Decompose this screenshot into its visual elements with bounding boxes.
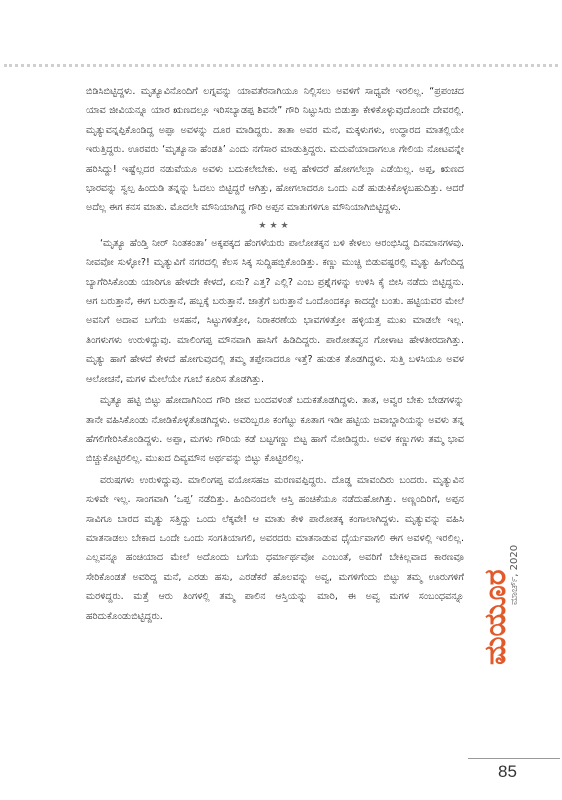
section-separator: ★★★ (258, 220, 292, 231)
page-number: 85 (498, 762, 517, 781)
footer-rule (468, 758, 560, 759)
magazine-brand: ಮಯೂರ (478, 569, 513, 665)
paragraph-3: ಮೃತ್ಯೂ ಹಟ್ಟಿ ಬಿಟ್ಟು ಹೋದಾಗಿನಿಂದ ಗೌರಿ ಜೀವ ಬಂದವಳಂತೆ ಬದುಕತೊಡಗಿದ್ದಳು. ತಾತ, ಅವ್ವರ ಬೇಕು ಬೇಡಗಳನ್ನು ತಾನೇ ವಹಿಸಿಕೊಂಡು ನೋಡಿಕೊಳ್ಳತೊಡಗಿದ್ದಳು. ಅವರಿಬ್ಬರೂ ಕಂಗೆಟ್ಟು ಕೂತಾಗ ಇಡೀ ಹಟ್ಟಿಯ ಜವಾಬ್ದಾರಿಯನ್ನು ಅವಳು ತನ್ನ ಹೆಗಲಿಗೇರಿಸಿಕೊಂಡಿದ್ದಳು. ಅಪ್ಪಾ, ಮಗಳು ಗೌರಿಯ ಕಡೆ ಬಟ್ಟಗಣ್ಣು ಬಿಟ್ಟ ಹಾಗೆ ನೋಡಿದ್ದರು. ಅವಳ ಕಣ್ಣುಗಳು ತಮ್ಮ ಭಾವ ಬಿಚ್ಚುಕೊಟ್ಟಿರಲಿಲ್ಲ. ಮುಖದ ದಿವ್ಯಮೌನ ಅರ್ಥವನ್ನು ಬಿಟ್ಟು ಕೊಟ್ಟಿರಲಿಲ್ಲ. (86, 395, 465, 465)
paragraph-1: ಬಿಡಿಸಿಬಿಟ್ಟಿದ್ದಳು. ಮೃತ್ಯೂವಿನೊಂದಿಗೆ ಲಗ್ನವನ್ನು ಯಾವತೆರನಾಗಿಯೂ ನಿಲ್ಲಿಸಲು ಅವಳಿಗೆ ಸಾಧ್ಯವೇ ಇರಲಿಲ್ಲ. “ಪ್ರಪಂಚದ ಯಾವ ಜೀವಿಯನ್ನೂ ಯಾರ ಋಣದಲ್ಲೂ ಇರಿಸಬ್ಯಾಡಪ್ಪ ಶಿವನೇ” ಗೌರಿ ನಿಟ್ಟುಸಿರು ಬಿಡುತ್ತಾ ಕೇಳಿಕೊಳ್ಳುವುದೊಂದೇ ದೇವರಲ್ಲಿ. ಮೃತ್ಯುವನ್ನಪ್ಪಿಕೊಂಡಿದ್ದ ಅಪ್ಪಾ ಅವಳನ್ನು ದೂರ ಮಾಡಿದ್ದರು. ತಾತಾ ಅವರ ಮನೆ, ಮಕ್ಕಳುಗಳು, ಉದ್ಧಾರದ ಮಾತಲ್ಲಿಯೇ ಇರುತ್ತಿದ್ದರು. ಊರವರು ‘ಮೃತ್ಯೂನಾ ಹೆಂಡತಿ’ ಎಂದು ನಗೆಸಾರ ಮಾಡುತ್ತಿದ್ದರು. ಮದುವೆಯಾದಾಗಲೂ ಗೇಲಿಯ ನೋಟವನ್ನೇ ಹರಿಸಿದ್ದು! ಇಷ್ಟೆಲ್ಲದರ ನಡುವೆಯೂ ಅವಳು ಬದುಕಲೇಬೇಕು. ಅಪ್ಪ ಹೇಳಿದರೆ ಹೋಗಲೆಲ್ಲುಾ ಎಡೆಯಿಲ್ಲ. ಅಪ್ಪ, ಋಣದ ಭಾರವನ್ನು ಸ್ವಲ್ಪ ಹಿಂದುಡಿ ತನ್ನನ್ನು ಓದಲು ಬಿಟ್ಟಿದ್ದರೆ ಆಗಿತ್ತು, ಹೋಗಲಾದರೂ ಒಂದು ಎಡೆ ಹುಡುಕಿಕೊಳ್ಳಬಹುದಿತ್ತು. ಆದರೆ ಅದೆಲ್ಲ ಈಗ ಕನಸ ಮಾತು. ಮೊದಲೇ ಮೌನಿಯಾಗಿದ್ದ ಗೌರಿ ಅಪ್ಪನ ಮಾತುಗಳಿಗೂ ಮೌನಿಯಾಗಿಬಿಟ್ಟಿದ್ದಳು. (86, 86, 464, 214)
top-dotted-rule (4, 64, 558, 67)
paragraph-2: ‘ಮೃತ್ಯೂ ಹೆಂಡ್ತಿ ನೀರ್ ನಿಂತಕಂತಾ’ ಅಕ್ಕಪಕ್ಕದ ಹೆಂಗಳೆಯರು ಪಾಲೋತಕ್ಕನ ಬಳಿ ಕೇಳಲು ಆರಂಭಿಸಿದ್ದ ದಿನಮಾನಗಳವು. ನೀವವೋ ಸುಳ್ಳೋ?! ಮೃತ್ಯುವಿಗೆ ನಗರದಲ್ಲಿ ಕೆಲಸ ಸಿಕ್ಕ ಸುದ್ದಿಹಬ್ಬಿಕೊಂಡಿತ್ತು. ಕಣ್ಣು ಮುಚ್ಚಿ ಬಿಡುವಷ್ಟರಲ್ಲಿ ಮೃತ್ಯು ಹಿಗೆಂದಿದ್ದ ಬ್ಯಾಗೆರಿಸಿಕೊಂಡು ಯಾರಿಗೂ ಹೇಳದೇ ಕೇಳದೆ, ಏನು? ಎತ್ತ? ಎಲ್ಲಿ? ಎಂಬ ಪ್ರಶ್ನೆಗಳನ್ನು ಉಳಿಸಿ ಕೈ ಬೀಸಿ ನಡೆದು ಬಿಟ್ಟಿದ್ದನು. ಆಗ ಬರುತ್ತಾನೆ, ಈಗ ಬರುತ್ತಾನೆ, ಹಬ್ಬಕ್ಕೆ ಬರುತ್ತಾನೆ. ಜಾತ್ರೆಗೆ ಬರುತ್ತಾನೆ ಒಂದೊಂದಕ್ಕೂ ಕಾದದ್ದೇ ಬಂತು. ಹಟ್ಟಿಯವರ ಮೇಲೆ ಅವನಿಗೆ ಅದಾವ ಬಗೆಯ ಅಸಹನೆ, ಸಿಟ್ಟುಗಳಿತ್ತೋ, ನಿರಾಕರಣೆಯ ಭಾವಗಳಿತ್ತೋ ಹಳ್ಳಿಯತ್ತ ಮುಖ ಮಾಡಲೇ ಇಲ್ಲ. ತಿಂಗಳುಗಳು ಉರುಳಿದ್ದುವು. ಮಾಲಿಂಗಪ್ಪ ಮೌನವಾಗಿ ಹಾಸಿಗೆ ಹಿಡಿದಿದ್ದರು. ಪಾರೋತವ್ವನ ಗೋಳಾಟ ಹೇಳತೀರದಾಗಿತ್ತು. ಮೃತ್ಯು ಹಾಗೆ ಹೇಳದೆ ಕೇಳದೆ ಹೋಗುವುದಲ್ಲಿ ತಮ್ಮ ತಪ್ಪೇನಾದರೂ ಇತ್ತೆ? ಹುಡುಕ ತೊಡಗಿದ್ದಳು. ಸುತ್ತಿ ಬಳಸಿಯೂ ಅವಳ ಆಲೋಚನೆ, ಮಗಳ ಮೇಲೆಯೇ ಗೂಬೆ ಕೂರಿಸ ತೊಡಗಿತ್ತು. (86, 237, 464, 385)
paragraph-4: ವರುಷಗಳು ಉರುಳಿದ್ದುವು. ಮಾಲಿಂಗಪ್ಪ ವಯೋಸಹಜ ಮರಣವಪ್ಪಿದ್ದರು. ದೊಡ್ಡ ಮಾವಂದಿರು ಬಂದರು. ಮೃತ್ಯುವಿನ ಸುಳಿವೇ ಇಲ್ಲ. ಸಾಂಗವಾಗಿ ‘ಒಪ್ಪ’ ನಡೆದಿತ್ತು. ಹಿಂದಿನಂದಲೇ ಆಸ್ತಿ ಹಂಚಿಕೆಯೂ ನಡೆದುಹೋಗಿತ್ತು. ಅಣ್ಣಂದಿರಿಗೆ, ಅಪ್ಪನ ಸಾವಿಗೂ ಬಾರದ ಮೃತ್ಯು ಸತ್ತಿದ್ದು ಒಂದು ಲೆಕ್ಕವೇ! ಆ ಮಾತು ಕೇಳಿ ಪಾರೋತಕ್ಕ ಕಂಗಾಲಾಗಿದ್ದಳು. ಮೃತ್ಯುವನ್ನು ವಹಿಸಿ ಮಾತನಾಡಲು ಬೇಕಾದ ಒಂದೇ ಒಂದು ಸಂಗತಿಯಾಗಲಿ, ಅವರದರು ಮಾತನಾಡುವ ಧೈರ್ಯವಾಗಲಿ ಈಗ ಅವಳಲ್ಲಿ ಇರಲಿಲ್ಲ. ಎಲ್ಲವನ್ನೂ ಹಂಚಿಯಾದ ಮೇಲೆ ಅದೊಂದು ಬಗೆಯ ಧರ್ಮಾರ್ಥವೋ ಎಂಬಂತೆ, ಅವರಿಗೆ ಬೇಕಿಲ್ಲವಾದ ಕಾರಣವೂ ಸೇರಿಕೊಂಡತೆ ಅವರಿದ್ದ ಮನೆ, ಎರಡು ಹಸು, ಎರಡೆಕರೆ ಹೊಲವನ್ನು ಅವ್ವ, ಮಗಳಿಗೆಂದು ಬಿಟ್ಟು ತಮ್ಮ ಊರುಗಳಿಗೆ ಮರಳಿದ್ದರು. ಮತ್ತೆ ಆರು ತಿಂಗಳಲ್ಲಿ ತಮ್ಮ ಪಾಲಿನ ಆಸ್ತಿಯನ್ನು ಮಾರಿ, ಈ ಅವ್ವ ಮಗಳ ಸಂಬಂಧವನ್ನೂ ಹರಿದುಕೊಂಡುಬಿಟ್ಟಿದ್ದರು. (86, 474, 464, 622)
article-body (86, 82, 464, 626)
magazine-side-label (478, 515, 521, 765)
issue-date: ಮಾರ್ಚ್, 2020 (509, 544, 520, 605)
